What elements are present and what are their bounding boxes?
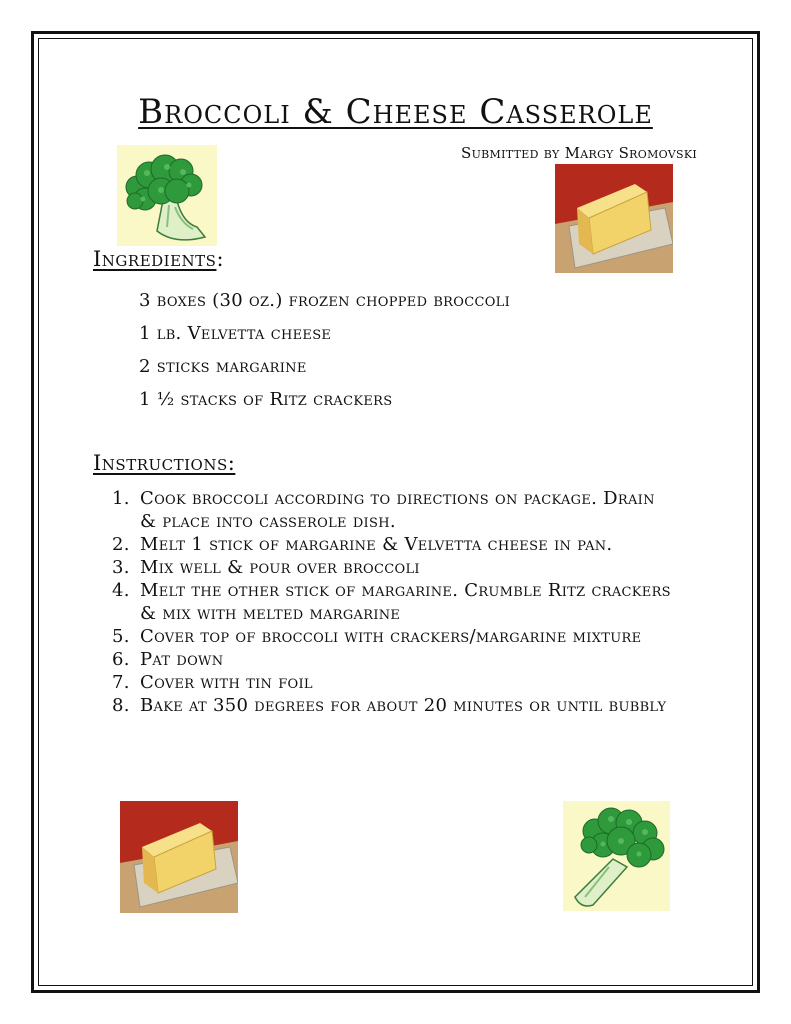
ingredients-heading-colon: : (216, 247, 225, 271)
cheese-block-photo (555, 164, 673, 273)
instruction-step (112, 579, 672, 625)
ingredient-item: 1 ½ stacks of Ritz crackers (139, 389, 393, 410)
instructions-list (112, 487, 672, 717)
instruction-step (112, 671, 672, 694)
step-number: 1. (112, 488, 130, 509)
instruction-step (112, 625, 672, 648)
step-text: Bake at 350 degrees for about 20 minutes or until bubbly (140, 695, 667, 716)
submitted-by: Submitted by Margy Sromovski (461, 144, 697, 162)
step-number: 6. (112, 649, 130, 670)
instruction-step (112, 648, 672, 671)
step-number: 7. (112, 672, 130, 693)
step-number: 3. (112, 557, 130, 578)
ingredient-item: 2 sticks margarine (139, 356, 307, 377)
cheese-block-photo (120, 801, 238, 913)
step-text: Cook broccoli according to directions on package. Drain & place into casserole dish. (140, 488, 655, 532)
instruction-step (112, 556, 672, 579)
step-text: Cover top of broccoli with crackers/margarine mixture (140, 626, 642, 647)
instruction-step (112, 694, 672, 717)
step-number: 8. (112, 695, 130, 716)
ingredients-list (139, 284, 510, 416)
ingredients-heading: Ingredients: (93, 247, 225, 271)
recipe-title: Broccoli & Cheese Casserole (138, 92, 653, 132)
step-number: 5. (112, 626, 130, 647)
step-text: Melt the other stick of margarine. Crumble Ritz crackers & mix with melted margarine (140, 580, 671, 624)
ingredient-item: 1 lb. Velvetta cheese (139, 323, 332, 344)
instruction-step (112, 487, 672, 533)
broccoli-icon (563, 801, 670, 911)
ingredient-item: 3 boxes (30 oz.) frozen chopped broccoli (139, 290, 511, 311)
instructions-heading: Instructions: (93, 451, 236, 475)
step-text: Cover with tin foil (140, 672, 313, 693)
step-number: 4. (112, 580, 130, 601)
instruction-step (112, 533, 672, 556)
step-number: 2. (112, 534, 130, 555)
step-text: Melt 1 stick of margarine & Velvetta cheese in pan. (140, 534, 613, 555)
step-text: Mix well & pour over broccoli (140, 557, 420, 578)
step-text: Pat down (140, 649, 224, 670)
broccoli-icon (117, 145, 217, 246)
